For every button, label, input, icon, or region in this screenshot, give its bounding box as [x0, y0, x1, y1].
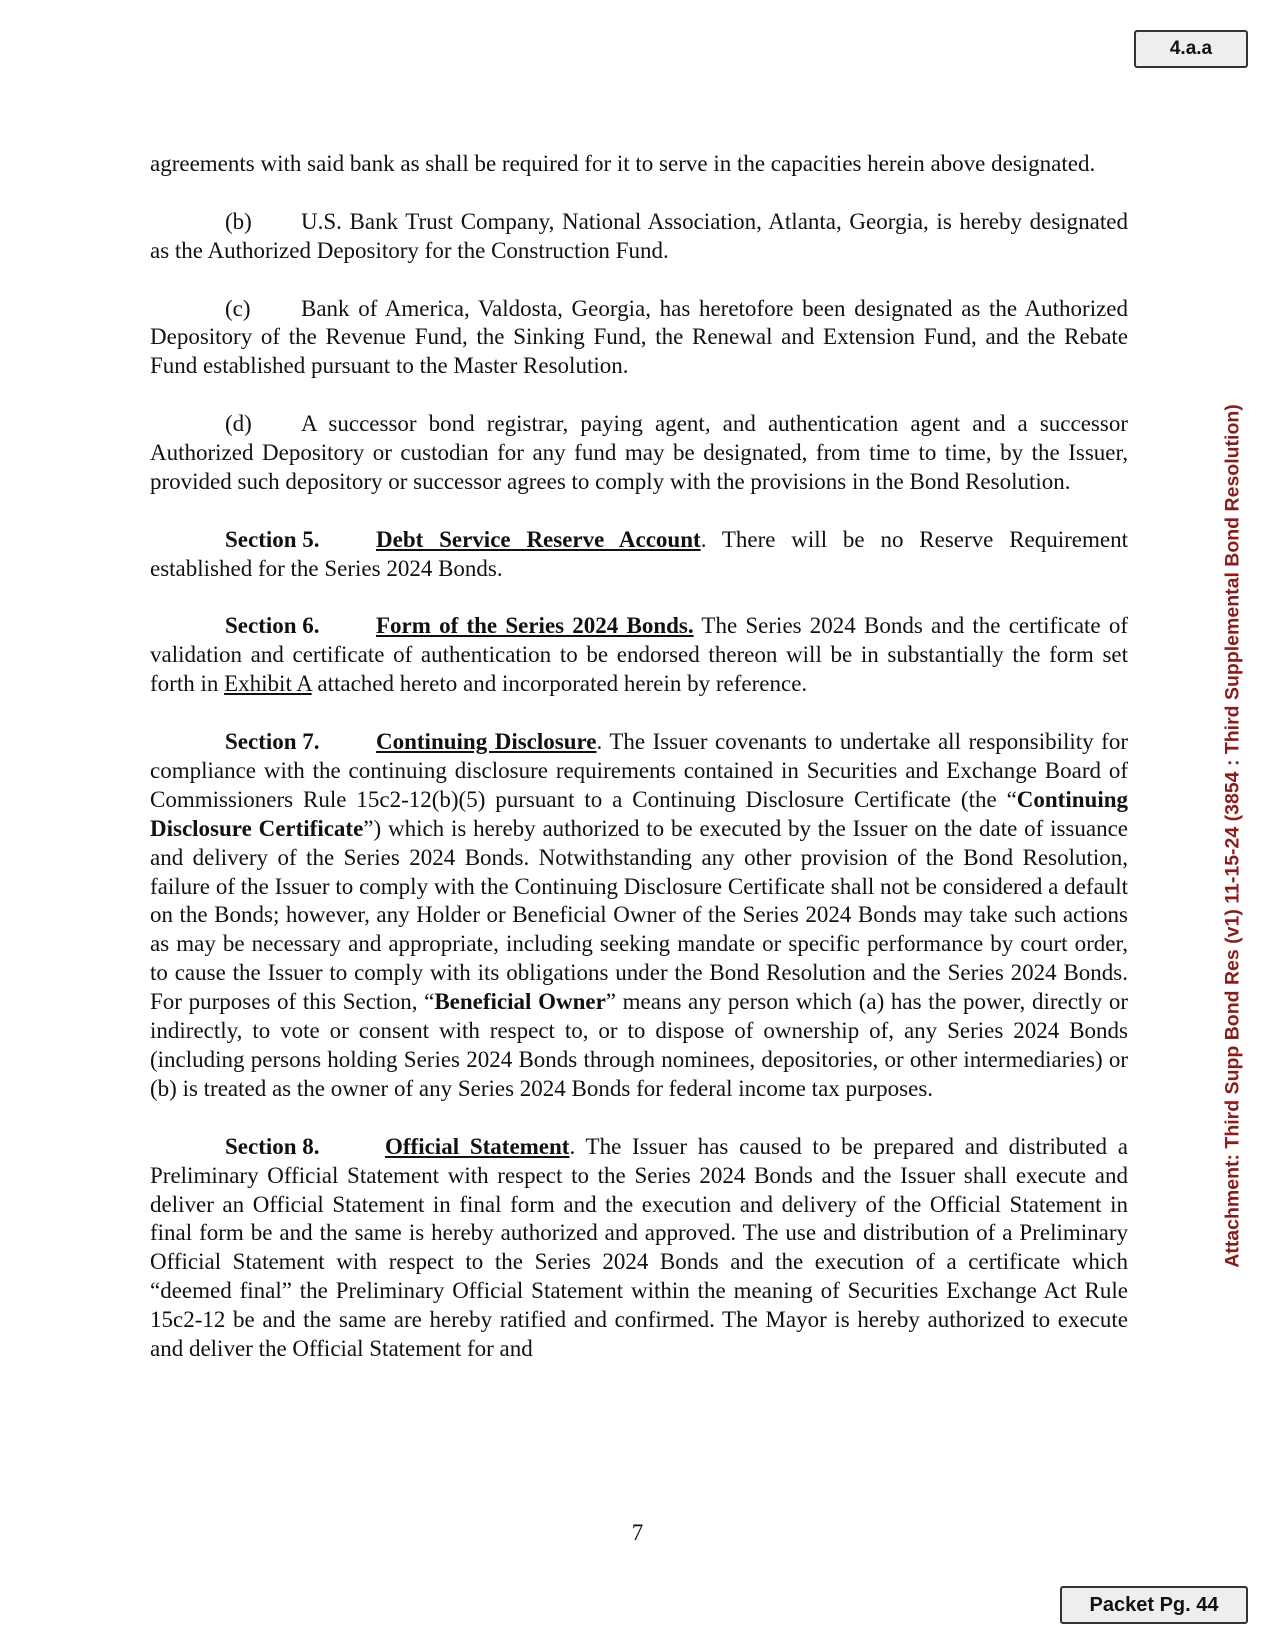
section-text: . The Issuer covenants to undertake all responsibility for compliance with the continuing disclosure requirements contained in Securities and Exchange Board of Commissioners Rule 15c2-12(b)(5) pursuant to a Continuing Disclosure Certificate (the “	[150, 729, 1128, 812]
section-text: The Series 2024 Bonds and the certificate of validation and certificate of authentication to be endorsed thereon will be in substantially the form set forth in	[150, 613, 1128, 697]
page-number: 7	[631, 1520, 644, 1545]
section-text: . There will be no Reserve Requirement established for the Series 2024 Bonds.	[150, 526, 1128, 581]
document-body	[150, 150, 1128, 1393]
section-7	[150, 728, 1128, 1104]
section-number: Section 5.	[225, 526, 320, 552]
attachment-side-label: Attachment: Third Supp Bond Res (v1) 11-15-24 (3854 : Third Supplemental Bond Resolution)	[1221, 404, 1244, 1268]
section-title: Official Statement	[385, 1133, 570, 1159]
section-title: Continuing Disclosure	[376, 729, 597, 755]
section-8	[150, 1133, 1128, 1364]
section-text: ”) which is hereby authorized to be executed by the Issuer on the date of issuance and delivery of the Series 2024 Bonds. Notwithstanding any other provision of the Bond Resolution, failure of the Issuer to comply with the Continuing Disclosure Certificate shall not be considered a default on the Bonds; however, any Holder or Beneficial Owner of the Series 2024 Bonds may take such actions as may be necessary and appropriate, including seeking mandate or specific performance by court order, to cause the Issuer to comply with its obligations under the Bond Resolution and the Series 2024 Bonds. For purposes of this Section, “	[150, 815, 1129, 1015]
section-title: Debt Service Reserve Account	[376, 526, 701, 552]
defined-term: Continuing Disclosure Certificate	[150, 786, 1128, 841]
paragraph-text: agreements with said bank as shall be required for it to serve in the capacities herein above designated.	[150, 151, 1096, 176]
item-tag: 4.a.a	[1134, 30, 1248, 68]
exhibit-reference: Exhibit A	[224, 671, 312, 697]
section-text: ” means any person which (a) has the power, directly or indirectly, to vote or consent with respect to, or to dispose of ownership of, any Series 2024 Bonds (including persons holding Series 2024 Bonds through nominees, depositories, or other intermediaries) or (b) is treated as the owner of any Series 2024 Bonds for federal income tax purposes.	[150, 989, 1129, 1101]
packet-page-tag: Packet Pg. 44	[1060, 1586, 1248, 1624]
paragraph-b	[150, 208, 1128, 266]
paragraph-label: (d)	[225, 411, 252, 437]
section-6	[150, 612, 1128, 699]
paragraph-text: Bank of America, Valdosta, Georgia, has heretofore been designated as the Authorized Depository of the Revenue Fund, the Sinking Fund, the Renewal and Extension Fund, and the Rebate Fund established pursuant to the Master Resolution.	[150, 295, 1128, 379]
section-text: attached hereto and incorporated herein by reference.	[311, 671, 808, 697]
section-number: Section 6.	[225, 613, 320, 639]
section-number: Section 7.	[225, 729, 320, 755]
paragraph-d	[150, 410, 1128, 497]
section-text: . The Issuer has caused to be prepared and distributed a Preliminary Official Statement with respect to the Series 2024 Bonds and the Issuer shall execute and deliver an Official Statement in final form and the execution and delivery of the Official Statement in final form be and the same is hereby authorized and approved. The use and distribution of a Preliminary Official Statement with respect to the Series 2024 Bonds and the execution of a certificate which “deemed final” the Preliminary Official Statement within the meaning of Securities Exchange Act Rule 15c2-12 be and the same are hereby ratified and confirmed. The Mayor is hereby authorized to execute and deliver the Official Statement for and	[150, 1133, 1128, 1362]
section-5	[150, 526, 1128, 584]
paragraph-label: (b)	[225, 208, 252, 234]
paragraph-c	[150, 295, 1128, 382]
paragraph-label: (c)	[225, 295, 251, 321]
defined-term: Beneficial Owner	[434, 989, 606, 1015]
paragraph-text: U.S. Bank Trust Company, National Association, Atlanta, Georgia, is hereby designated as the Authorized Depository for the Construction Fund.	[150, 208, 1128, 263]
paragraph-continuation	[150, 150, 1128, 179]
paragraph-text: A successor bond registrar, paying agent, and authentication agent and a successor Authorized Depository or custodian for any fund may be designated, from time to time, by the Issuer, provided such depository or successor agrees to comply with the provisions in the Bond Resolution.	[150, 411, 1128, 494]
section-title: Form of the Series 2024 Bonds.	[376, 613, 694, 639]
section-number: Section 8.	[225, 1133, 320, 1159]
